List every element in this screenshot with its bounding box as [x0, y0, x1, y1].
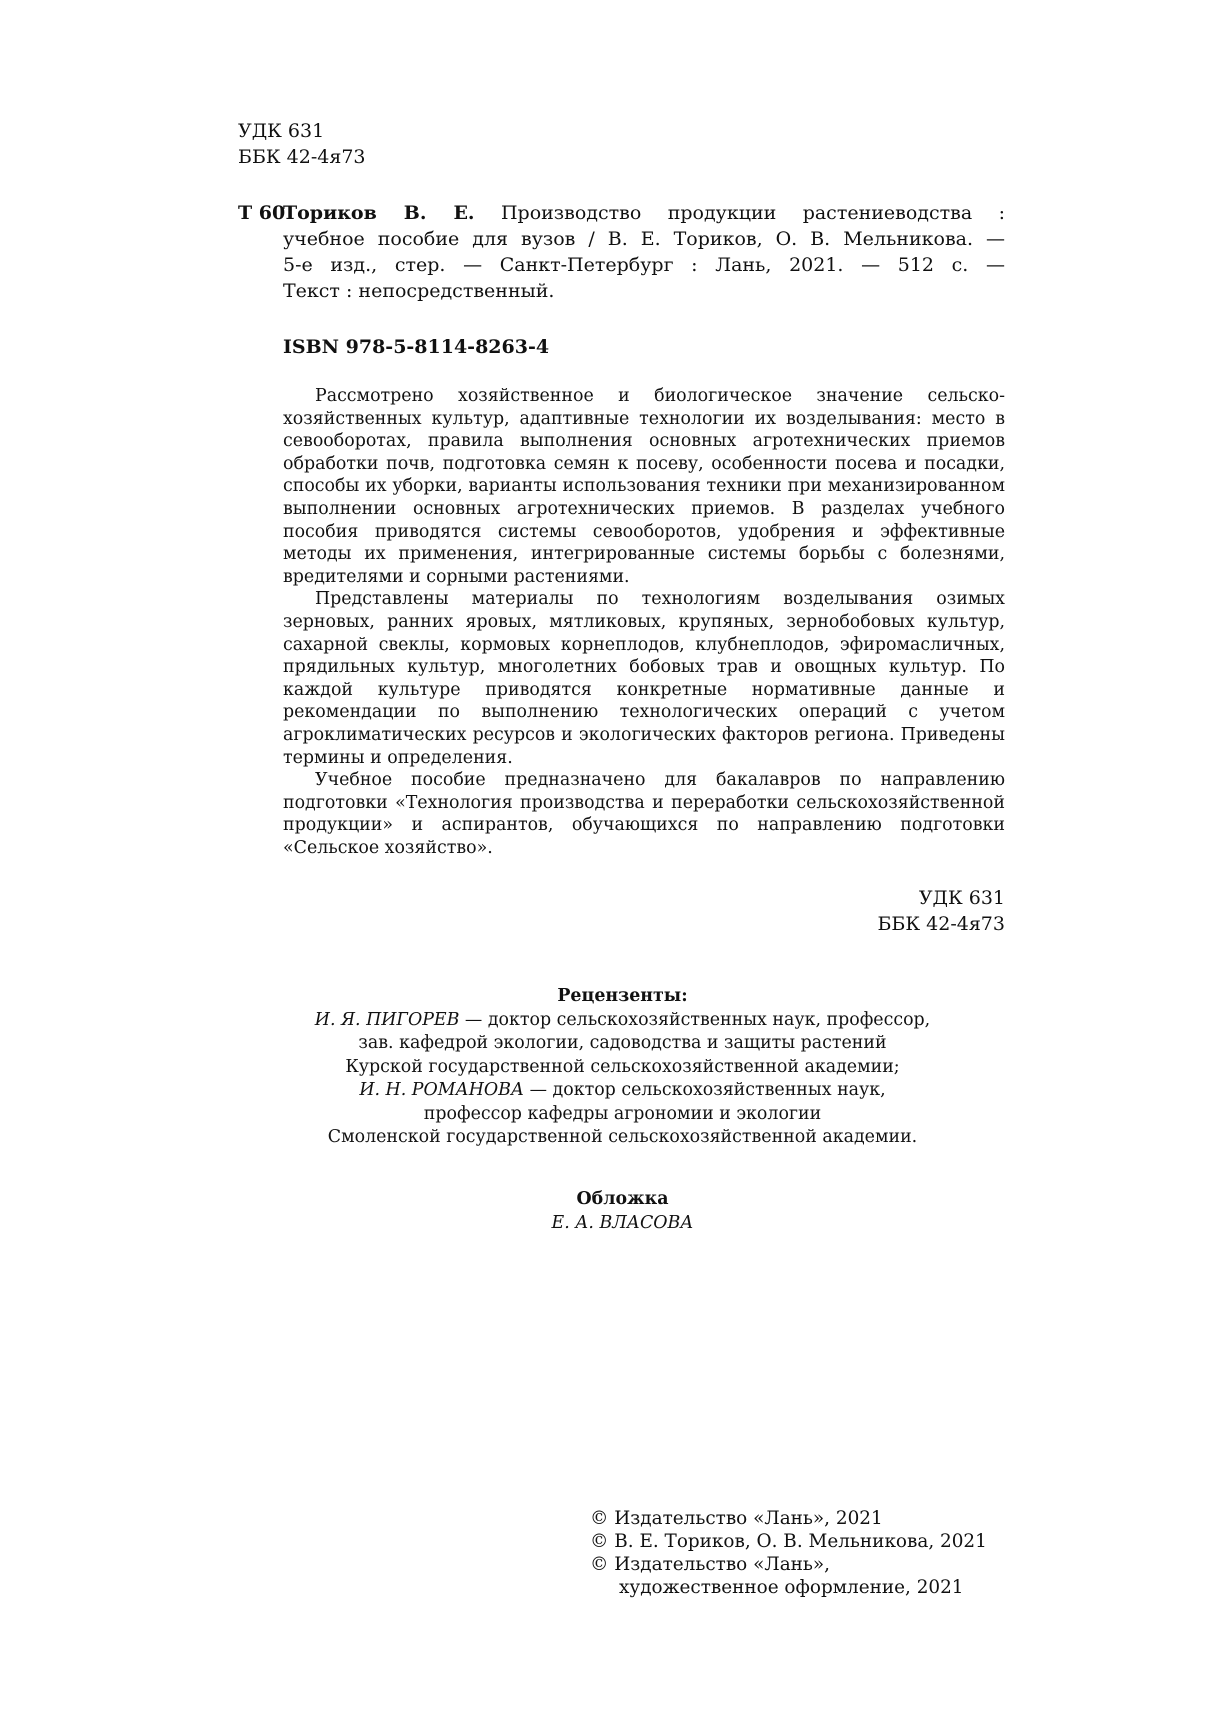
reviewer-2-name: И. Н. РОМАНОВА — [359, 1080, 525, 1100]
reviewers-block — [200, 985, 1045, 1150]
copyright-line: © Издательство «Лань», — [590, 1554, 831, 1575]
copyright-line: художественное оформление, 2021 — [619, 1577, 964, 1598]
udk-code: УДК 631 — [238, 120, 325, 142]
reviewer-1-name: И. Я. ПИГОРЕВ — [314, 1009, 460, 1030]
cover-credit — [200, 1188, 1045, 1235]
bbk-code-bottom: ББК 42-4я73 — [877, 913, 1005, 935]
bbk-code: ББК 42-4я73 — [238, 146, 366, 168]
reviewers-heading: Рецензенты: — [557, 986, 688, 1006]
reviewer-2-line — [200, 1079, 1045, 1103]
reviewer-1-title: — доктор сельскохозяйственных наук, профессор, — [459, 1009, 931, 1030]
abstract-paragraph: Рассмотрено хозяйственное и биологическое значение сельскохозяйственных культур, адаптивные технологии их возделывания: место в севооборотах, правила выполнения основных агротехнических приемов обработки почв, подготовка семян к посеву, особенности посева и посадки, способы их уборки, варианты использования техники при механизированном выполнении основных агротехнических приемов. В разделах учебного пособия приводятся системы севооборотов, удобрения и эффективные методы их применения, интегрированные системы борьбы с болезнями, вредителями и сорными растениями. — [283, 386, 1005, 587]
copyright-line: © В. Е. Ториков, О. В. Мельникова, 2021 — [590, 1531, 987, 1552]
copyright-line: © Издательство «Лань», 2021 — [590, 1508, 883, 1529]
reviewer-2-position: профессор кафедры агрономии и экологии — [423, 1103, 822, 1124]
cover-heading: Обложка — [576, 1189, 669, 1209]
biblio-line-3: 5-е изд., стер. — Санкт-Петербург : Лань, 2021. — 512 с. — — [283, 254, 1005, 276]
reviewer-1-line — [200, 1009, 1045, 1033]
classification-footer — [877, 885, 1005, 937]
reviewer-2-affiliation: Смоленской государственной сельскохозяйственной академии. — [327, 1127, 918, 1147]
biblio-line-1 — [283, 200, 1005, 226]
abstract — [283, 385, 1005, 859]
classification-header — [238, 118, 366, 170]
isbn: ISBN 978-5-8114-8263-4 — [283, 336, 550, 358]
book-title: Производство продукции растениеводства : — [500, 202, 1005, 224]
biblio-line-2: учебное пособие для вузов / В. Е. Ториков, О. В. Мельникова. — — [283, 228, 1005, 250]
bibliographic-record — [283, 200, 1005, 304]
copyright-block — [590, 1507, 987, 1599]
abstract-paragraph: Представлены материалы по технологиям возделывания озимых зерновых, ранних яровых, мятликовых, крупяных, зернобобовых культур, сахарной свеклы, кормовых корнеплодов, клубнеплодов, эфиромасличных, прядильных культур, многолетних бобовых трав и овощных культур. По каждой культуре приводятся конкретные нормативные данные и рекомендации по выполнению технологических операций с учетом агроклиматических ресурсов и экологических факторов региона. Приведены термины и определения. — [283, 589, 1005, 768]
abstract-paragraph: Учебное пособие предназначено для бакалавров по направлению подготовки «Технология производства и переработки сельскохозяйственной продукции» и аспирантов, обучающихся по направлению подготовки «Сельское хозяйство». — [283, 770, 1005, 858]
reviewer-1-position: зав. кафедрой экологии, садоводства и защиты растений — [358, 1033, 887, 1053]
author-name: Ториков В. Е. — [283, 202, 475, 224]
author-mark: Т 60 — [238, 202, 286, 224]
biblio-line-4: Текст : непосредственный. — [283, 280, 555, 302]
reviewer-1-affiliation: Курской государственной сельскохозяйственной академии; — [345, 1056, 900, 1077]
cover-designer: Е. А. ВЛАСОВА — [551, 1212, 694, 1233]
udk-code-bottom: УДК 631 — [918, 887, 1005, 909]
reviewer-2-title: — доктор сельскохозяйственных наук, — [524, 1080, 886, 1100]
